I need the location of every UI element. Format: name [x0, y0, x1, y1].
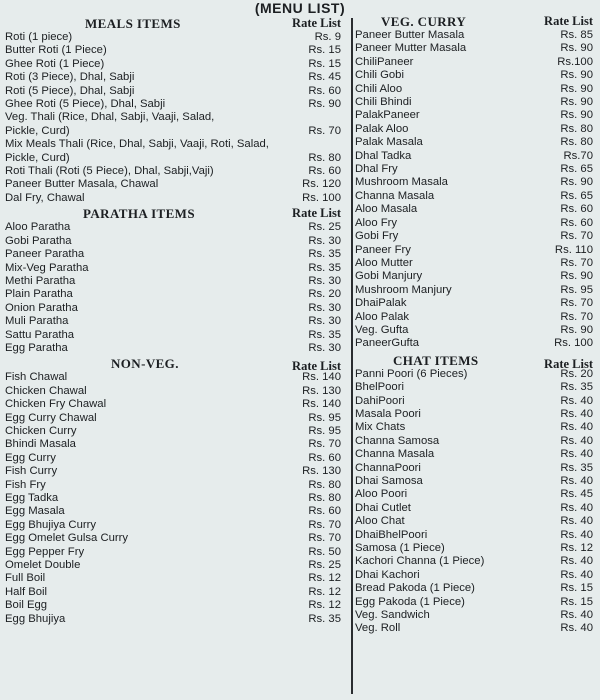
item-name: Egg Masala: [5, 505, 65, 518]
item-name: Mix-Veg Paratha: [5, 261, 89, 274]
item-name: Mushroom Masala: [355, 176, 448, 189]
menu-row: [355, 150, 597, 163]
item-name: Egg Tadka: [5, 492, 59, 504]
menu-row: [5, 613, 345, 626]
menu-row: [355, 29, 597, 42]
item-name: DahiPoori: [355, 394, 405, 407]
item-name: Channa Masala: [355, 448, 435, 461]
menu-row: [5, 572, 345, 585]
menu-row: [355, 408, 597, 421]
item-price: Rs. 80: [560, 122, 593, 135]
item-name: Palak Aloo: [355, 122, 409, 135]
menu-row: [355, 190, 597, 203]
item-name: Gobi Paratha: [5, 234, 72, 247]
item-price: Rs. 40: [560, 568, 593, 581]
item-price: Rs. 110: [554, 243, 593, 256]
item-name: Samosa (1 Piece): [355, 542, 445, 555]
item-name: Paneer Paratha: [5, 248, 85, 261]
menu-row: [355, 136, 597, 149]
menu-row: [355, 555, 597, 568]
item-price: Rs. 30: [308, 274, 341, 287]
item-name: Roti Thali (Roti (5 Piece), Dhal, Sabji,Vaji): [5, 165, 214, 178]
menu-row: [5, 31, 345, 44]
item-price: Rs. 15: [308, 57, 341, 70]
menu-row: [355, 203, 597, 216]
menu-row: [5, 275, 345, 288]
nonveg-rate-label: Rate List: [292, 359, 341, 374]
menu-row: [5, 138, 345, 165]
item-price: Rs. 90: [560, 323, 593, 336]
item-price: Rs. 40: [560, 501, 593, 514]
item-price: Rs. 40: [560, 622, 593, 635]
item-price: Rs.70: [563, 149, 593, 162]
item-name: Dhal Tadka: [355, 149, 412, 162]
item-name: Methi Paratha: [5, 274, 76, 287]
vegcurry-heading: VEG. CURRY: [381, 14, 467, 29]
item-price: Rs. 85: [560, 29, 593, 41]
item-name: Muli Paratha: [5, 315, 69, 328]
nonveg-list: [5, 371, 345, 626]
item-price: Rs. 100: [554, 337, 593, 350]
meals-header: [5, 16, 345, 31]
item-name: Mix Chats: [355, 421, 406, 434]
item-name: Mushroom Manjury: [355, 283, 452, 296]
menu-row: [355, 270, 597, 283]
menu-row: [355, 230, 597, 243]
menu-row: [355, 368, 597, 381]
item-name: Palak Masala: [355, 136, 423, 149]
menu-row: [355, 284, 597, 297]
item-price: Rs. 30: [308, 341, 341, 354]
item-price: Rs. 25: [308, 221, 341, 234]
item-name: Fish Fry: [5, 478, 46, 491]
item-name: Egg Bhujiya: [5, 612, 66, 625]
paratha-header: [5, 206, 345, 221]
item-price: Rs.100: [557, 55, 593, 68]
item-price: Rs. 40: [560, 528, 593, 541]
item-price: Rs. 35: [560, 381, 593, 394]
item-name: Aloo Masala: [355, 203, 418, 216]
item-name: Roti (1 piece): [5, 31, 73, 43]
item-price: Rs. 65: [560, 189, 593, 202]
item-price: Rs. 40: [560, 407, 593, 420]
right-column: [355, 14, 597, 636]
item-name: Chili Gobi: [355, 69, 404, 82]
item-name: Chicken Curry: [5, 424, 77, 437]
item-price: Rs. 40: [560, 434, 593, 447]
item-price: Rs. 12: [308, 585, 341, 598]
item-name: Veg. Thali (Rice, Dhal, Sabji, Vaaji, Salad, Pickle, Curd): [5, 111, 215, 137]
paratha-list: [5, 221, 345, 355]
item-name: PalakPaneer: [355, 109, 420, 122]
menu-row: [355, 123, 597, 136]
menu-row: [355, 56, 597, 69]
menu-row: [5, 532, 345, 545]
item-price: Rs. 35: [308, 248, 341, 261]
item-price: Rs. 95: [308, 411, 341, 424]
menu-title: (MENU LIST): [254, 0, 346, 16]
item-name: Omelet Double: [5, 559, 81, 572]
item-name: Sattu Paratha: [5, 328, 75, 341]
item-name: Gobi Fry: [355, 230, 399, 243]
menu-row: [355, 176, 597, 189]
item-price: Rs. 95: [560, 283, 593, 296]
item-price: Rs. 20: [308, 288, 341, 301]
menu-row: [5, 371, 345, 384]
menu-row: [355, 109, 597, 122]
chat-header: [355, 352, 597, 371]
item-name: Boil Egg: [5, 599, 48, 612]
menu-row: [5, 111, 345, 138]
menu-row: [355, 297, 597, 310]
menu-row: [355, 217, 597, 230]
menu-row: [355, 569, 597, 582]
item-name: Egg Omelet Gulsa Curry: [5, 532, 129, 545]
item-name: Ghee Roti (5 Piece), Dhal, Sabji: [5, 98, 166, 111]
item-price: Rs. 70: [560, 297, 593, 310]
item-price: Rs. 70: [560, 256, 593, 269]
menu-row: [355, 462, 597, 475]
item-price: Rs. 70: [308, 532, 341, 545]
item-price: Rs. 15: [560, 582, 593, 595]
item-price: Rs. 100: [302, 191, 341, 204]
item-name: Veg. Roll: [355, 622, 401, 635]
menu-row: [5, 235, 345, 248]
menu-row: [355, 324, 597, 337]
item-name: Paneer Mutter Masala: [355, 42, 467, 55]
item-price: Rs. 40: [560, 475, 593, 487]
item-name: Plain Paratha: [5, 288, 73, 301]
menu-row: [355, 257, 597, 270]
menu-row: [5, 342, 345, 355]
item-name: Aloo Poori: [355, 488, 408, 501]
item-name: Masala Poori: [355, 407, 421, 420]
item-price: Rs. 140: [302, 398, 341, 411]
item-name: Channa Masala: [355, 189, 435, 202]
item-name: Dhai Kachori: [355, 568, 420, 581]
item-name: Roti (5 Piece), Dhal, Sabji: [5, 84, 135, 97]
menu-row: [5, 599, 345, 612]
item-name: Panni Poori (6 Pieces): [355, 367, 468, 380]
item-name: Aloo Palak: [355, 310, 410, 323]
item-price: Rs. 12: [560, 542, 593, 555]
menu-row: [355, 381, 597, 394]
item-price: Rs. 90: [308, 98, 341, 111]
item-price: Rs. 90: [560, 109, 593, 122]
item-price: Rs. 25: [308, 559, 341, 572]
item-price: Rs. 40: [560, 421, 593, 434]
meals-list: [5, 31, 345, 205]
item-name: DhaiPalak: [355, 297, 407, 310]
item-name: PaneerGufta: [355, 337, 420, 350]
menu-row: [355, 69, 597, 82]
item-name: Bread Pakoda (1 Piece): [355, 582, 475, 595]
item-price: Rs. 35: [308, 328, 341, 341]
vegcurry-header: [355, 14, 597, 29]
item-price: Rs. 70: [560, 310, 593, 323]
menu-row: [5, 288, 345, 301]
item-price: Rs. 30: [308, 234, 341, 247]
menu-row: [5, 412, 345, 425]
menu-row: [355, 42, 597, 55]
item-name: Veg. Gufta: [355, 323, 409, 336]
chat-list: [355, 368, 597, 636]
item-name: Paneer Butter Masala, Chawal: [5, 178, 159, 191]
menu-row: [355, 475, 597, 488]
item-name: Dhai Samosa: [355, 475, 423, 487]
item-price: Rs. 20: [560, 367, 593, 380]
item-price: Rs. 50: [308, 545, 341, 558]
item-price: Rs. 40: [560, 515, 593, 528]
item-price: Rs. 40: [560, 609, 593, 622]
item-price: Rs. 45: [308, 71, 341, 84]
item-price: Rs. 40: [560, 555, 593, 568]
menu-row: [355, 163, 597, 176]
nonveg-header: [5, 356, 345, 374]
item-price: Rs. 90: [560, 69, 593, 82]
item-price: Rs. 35: [308, 612, 341, 625]
item-price: Rs. 140: [302, 371, 341, 384]
item-name: Roti (3 Piece), Dhal, Sabji: [5, 71, 135, 84]
menu-row: [5, 221, 345, 234]
item-price: Rs. 15: [308, 44, 341, 57]
item-name: Veg. Sandwich: [355, 609, 430, 622]
menu-row: [5, 85, 345, 98]
item-name: Aloo Mutter: [355, 256, 413, 269]
item-name: Paneer Butter Masala: [355, 29, 465, 41]
menu-row: [5, 586, 345, 599]
menu-row: [5, 546, 345, 559]
item-name: Butter Roti (1 Piece): [5, 44, 107, 57]
menu-row: [355, 542, 597, 555]
menu-row: [355, 96, 597, 109]
item-name: Paneer Fry: [355, 243, 411, 256]
meals-rate-label: Rate List: [292, 16, 341, 30]
item-name: Aloo Paratha: [5, 221, 71, 234]
menu-row: [5, 385, 345, 398]
paratha-heading: PARATHA ITEMS: [83, 206, 195, 222]
item-name: Egg Curry Chawal: [5, 411, 97, 424]
item-price: Rs. 40: [560, 448, 593, 461]
menu-row: [355, 622, 597, 635]
item-name: Mix Meals Thali (Rice, Dhal, Sabji, Vaaji, Roti, Salad, Pickle, Curd): [5, 138, 269, 164]
item-price: Rs. 130: [302, 465, 341, 478]
item-name: Dhal Fry: [355, 163, 398, 176]
item-price: Rs. 90: [560, 96, 593, 109]
menu-row: [5, 452, 345, 465]
paratha-rate-label: Rate List: [292, 206, 341, 221]
meals-heading: MEALS ITEMS: [85, 16, 181, 31]
item-price: Rs. 30: [308, 301, 341, 314]
menu-row: [355, 421, 597, 434]
item-price: Rs. 35: [560, 461, 593, 474]
vegcurry-list: [355, 29, 597, 351]
chat-rate-label: Rate List: [544, 356, 593, 371]
menu-row: [5, 58, 345, 71]
item-name: Kachori Channa (1 Piece): [355, 555, 485, 568]
item-price: Rs. 70: [308, 438, 341, 451]
item-price: Rs. 35: [308, 261, 341, 274]
item-price: Rs. 90: [560, 270, 593, 283]
item-name: Aloo Fry: [355, 216, 398, 229]
menu-row: [5, 519, 345, 532]
menu-row: [355, 83, 597, 96]
menu-row: [355, 244, 597, 257]
menu-row: [355, 488, 597, 501]
menu-row: [5, 329, 345, 342]
menu-row: [355, 529, 597, 542]
item-name: Aloo Chat: [355, 515, 405, 528]
item-price: Rs. 60: [308, 84, 341, 97]
item-price: Rs. 80: [308, 478, 341, 491]
left-column: [5, 16, 345, 626]
item-price: Rs. 45: [560, 488, 593, 501]
menu-row: [5, 71, 345, 84]
menu-row: [355, 515, 597, 528]
item-name: Egg Paratha: [5, 341, 68, 354]
item-name: Egg Pakoda (1 Piece): [355, 595, 465, 608]
menu-row: [5, 465, 345, 478]
menu-row: [5, 479, 345, 492]
menu-row: [355, 337, 597, 350]
item-name: Chili Bhindi: [355, 96, 412, 109]
menu-row: [355, 448, 597, 461]
menu-row: [5, 398, 345, 411]
item-price: Rs. 80: [560, 136, 593, 149]
menu-row: [5, 438, 345, 451]
item-price: Rs. 65: [560, 163, 593, 176]
item-price: Rs. 130: [302, 384, 341, 397]
item-price: Rs. 120: [302, 178, 341, 191]
item-price: Rs. 30: [308, 315, 341, 328]
item-price: Rs. 60: [308, 505, 341, 518]
menu-row: [5, 315, 345, 328]
item-name: Channa Samosa: [355, 434, 440, 447]
item-price: Rs. 60: [308, 451, 341, 464]
item-price: Rs. 80: [308, 492, 341, 504]
menu-row: [5, 559, 345, 572]
menu-row: [355, 502, 597, 515]
item-name: Full Boil: [5, 572, 46, 585]
item-name: Dal Fry, Chawal: [5, 191, 85, 204]
item-price: Rs. 15: [560, 595, 593, 608]
menu-row: [5, 98, 345, 111]
menu-row: [355, 582, 597, 595]
menu-row: [5, 248, 345, 261]
item-name: Half Boil: [5, 585, 48, 598]
menu-row: [5, 178, 345, 191]
item-name: Bhindi Masala: [5, 438, 76, 451]
item-name: Egg Bhujiya Curry: [5, 518, 97, 531]
item-name: ChannaPoori: [355, 461, 421, 474]
item-price: Rs. 40: [560, 394, 593, 407]
item-price: Rs. 12: [308, 599, 341, 612]
item-price: Rs. 60: [560, 203, 593, 216]
item-price: Rs. 90: [560, 82, 593, 95]
menu-row: [355, 395, 597, 408]
item-name: BhelPoori: [355, 381, 404, 394]
menu-row: [355, 609, 597, 622]
item-name: DhaiBhelPoori: [355, 528, 428, 541]
menu-row: [5, 492, 345, 505]
menu-row: [5, 192, 345, 205]
item-name: Egg Pepper Fry: [5, 545, 85, 558]
item-price: Rs. 70: [560, 230, 593, 243]
chat-heading: CHAT ITEMS: [393, 352, 479, 368]
menu-row: [355, 311, 597, 324]
item-price: Rs. 70: [308, 518, 341, 531]
item-name: Fish Curry: [5, 465, 58, 478]
item-name: Onion Paratha: [5, 301, 78, 314]
item-price: Rs. 70: [308, 124, 341, 137]
item-price: Rs. 12: [308, 572, 341, 585]
item-name: Chicken Chawal: [5, 384, 87, 397]
item-price: Rs. 80: [308, 151, 341, 164]
item-name: Ghee Roti (1 Piece): [5, 57, 105, 70]
menu-row: [5, 165, 345, 178]
menu-row: [5, 44, 345, 57]
menu-row: [355, 596, 597, 609]
item-name: Chicken Fry Chawal: [5, 398, 107, 411]
vegcurry-rate-label: Rate List: [544, 14, 593, 28]
item-name: Chili Aloo: [355, 82, 403, 95]
menu-row: [5, 302, 345, 315]
item-name: Egg Curry: [5, 451, 56, 464]
item-price: Rs. 9: [314, 31, 341, 43]
item-name: Fish Chawal: [5, 371, 68, 384]
item-price: Rs. 60: [308, 165, 341, 178]
menu-row: [5, 425, 345, 438]
menu-row: [5, 262, 345, 275]
item-price: Rs. 60: [560, 216, 593, 229]
item-price: Rs. 90: [560, 42, 593, 55]
nonveg-heading: NON-VEG.: [111, 356, 179, 372]
item-price: Rs. 95: [308, 424, 341, 437]
menu-row: [355, 435, 597, 448]
item-name: Gobi Manjury: [355, 270, 423, 283]
item-name: ChiliPaneer: [355, 55, 414, 68]
item-price: Rs. 90: [560, 176, 593, 189]
item-name: Dhai Cutlet: [355, 501, 411, 514]
column-divider: [351, 18, 353, 694]
menu-row: [5, 505, 345, 518]
